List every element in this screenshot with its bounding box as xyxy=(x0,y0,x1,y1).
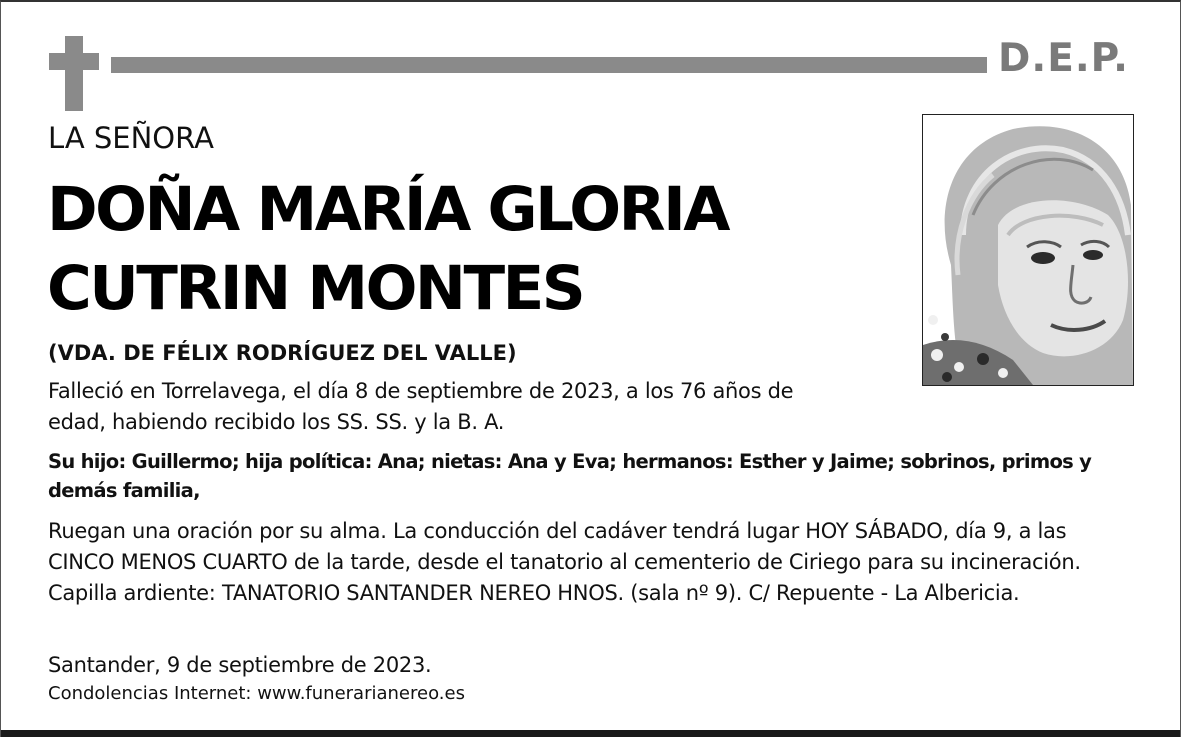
bottom-rule xyxy=(1,730,1180,737)
widow-of: (VDA. DE FÉLIX RODRÍGUEZ DEL VALLE) xyxy=(48,341,517,365)
name-line-1: DOÑA MARÍA GLORIA xyxy=(47,174,729,245)
header-rule xyxy=(111,57,987,73)
death-notice: Falleció en Torrelavega, el día 8 de septiembre de 2023, a los 76 años de edad, habiendo recibido los SS. SS. y la B. A. xyxy=(48,379,794,434)
cross-icon xyxy=(49,36,99,111)
dep-heading: D.E.P. xyxy=(998,36,1129,81)
name-line-2: CUTRIN MONTES xyxy=(47,253,584,324)
portrait-photo xyxy=(922,114,1134,386)
service-details: Ruegan una oración por su alma. La conducción del cadáver tendrá lugar HOY SÁBADO, día 9, a las CINCO MENOS CUARTO de la tarde, desde el tanatorio al cementerio de Ciriego para su incineración. Capilla ardiente: TANATORIO SANTANDER NEREO HNOS. (sala nº 9). C/ Repuente - La Albericia. xyxy=(48,519,1081,605)
condolences-line: Condolencias Internet: www.funerarianereo.es xyxy=(48,683,465,704)
deceased-name xyxy=(47,170,728,328)
family-list: Su hijo: Guillermo; hija política: Ana; nietas: Ana y Eva; hermanos: Esther y Jaime; sobrinos, primos y demás familia, xyxy=(48,450,1092,502)
place-date: Santander, 9 de septiembre de 2023. xyxy=(48,653,432,677)
honorific: LA SEÑORA xyxy=(48,121,214,155)
